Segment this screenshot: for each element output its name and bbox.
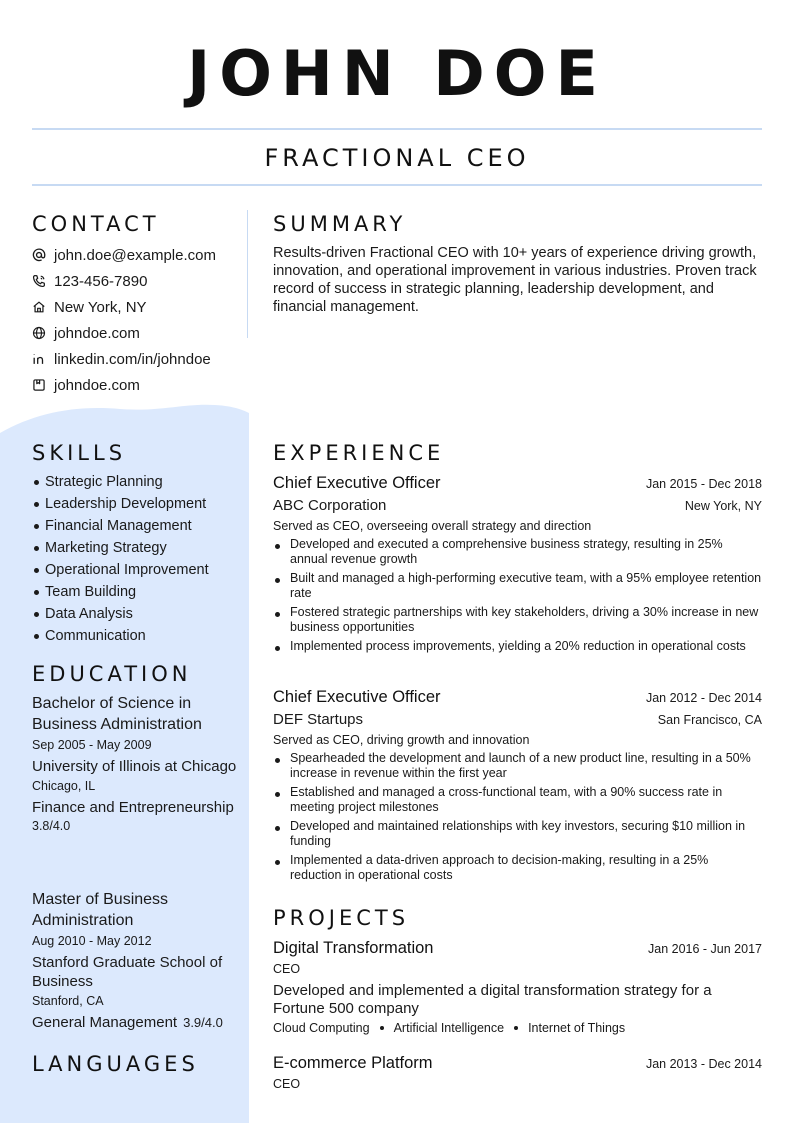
project-name: E-commerce Platform: [273, 1054, 433, 1072]
skill-label: Communication: [45, 628, 146, 644]
education-gpa: 3.9/4.0: [183, 1015, 223, 1030]
contact-email[interactable]: [32, 242, 242, 268]
project-dates: Jan 2013 - Dec 2014: [645, 1057, 762, 1071]
job-location: New York, NY: [684, 499, 762, 513]
portfolio-icon: [32, 378, 46, 392]
project-name: Digital Transformation: [273, 939, 434, 957]
skill-item: [32, 537, 242, 559]
job-bullets: [273, 751, 762, 883]
job-bullet: [273, 639, 762, 654]
summary-heading: SUMMARY: [273, 212, 407, 236]
languages-heading: LANGUAGES: [32, 1052, 199, 1076]
job-company: ABC Corporation: [273, 497, 387, 514]
resume-role: FRACTIONAL CEO: [264, 144, 530, 172]
education-school: University of Illinois at Chicago: [32, 758, 237, 775]
at-icon: [32, 248, 46, 262]
bullet-dot: [34, 502, 39, 507]
skill-item: [32, 515, 242, 537]
skills-list: [32, 471, 242, 647]
education-gpa: 3.8/4.0: [32, 819, 71, 833]
job-title: Chief Executive Officer: [273, 688, 441, 706]
resume-name: JOHN DOE: [187, 37, 607, 110]
summary-text: Results-driven Fractional CEO with 10+ years of experience driving growth, innovation, and operational improvement in various industries. Proven track record of success in strategic planning, leadership development, and financial management.: [273, 245, 757, 315]
project-role: CEO: [273, 1077, 301, 1091]
contact-website-text: johndoe.com: [54, 324, 140, 342]
bullet-dot: [34, 546, 39, 551]
phone-icon: [32, 274, 46, 288]
project-entry: [273, 1052, 762, 1094]
education-location: Chicago, IL: [32, 779, 96, 793]
project-tag: Internet of Things: [528, 1021, 626, 1035]
project-role: CEO: [273, 962, 301, 976]
education-entry: [32, 693, 237, 835]
contact-portfolio-text: johndoe.com: [54, 376, 140, 394]
job-dates: Jan 2012 - Dec 2014: [645, 691, 762, 705]
education-field-row: [32, 1013, 237, 1032]
skill-label: Leadership Development: [45, 496, 207, 512]
header-divider-bottom: [32, 184, 762, 186]
job-bullet-text: Implemented a data-driven approach to decision-making, resulting in a 25% reduction in operational costs: [290, 853, 709, 882]
bullet-dot: [34, 590, 39, 595]
job-bullet-text: Developed and maintained relationships with key investors, securing $10 million in funding: [290, 819, 746, 848]
skill-item: [32, 559, 242, 581]
experience-entry: [273, 686, 762, 887]
bullet-dot: [34, 612, 39, 617]
project-description: Developed and implemented a digital transformation strategy for a Fortune 500 company: [273, 982, 712, 1017]
job-bullet-text: Implemented process improvements, yielding a 20% reduction in operational costs: [290, 639, 746, 653]
contact-email-text: john.doe@example.com: [54, 246, 216, 264]
job-title: Chief Executive Officer: [273, 474, 441, 492]
job-bullet: [273, 785, 762, 815]
experience-entry: [273, 472, 762, 658]
experience-heading: EXPERIENCE: [273, 441, 445, 465]
bullet-dot: [34, 524, 39, 529]
linkedin-icon: [32, 352, 46, 366]
job-bullet: [273, 605, 762, 635]
education-dates: Aug 2010 - May 2012: [32, 934, 152, 948]
bullet-dot: [34, 480, 39, 485]
contact-location: [32, 294, 242, 320]
education-degree: Master of Business Administration: [32, 891, 169, 929]
projects-heading: PROJECTS: [273, 906, 410, 930]
skill-item: [32, 603, 242, 625]
contact-heading: CONTACT: [32, 212, 160, 236]
job-description: Served as CEO, driving growth and innovation: [273, 733, 530, 747]
project-tag: Cloud Computing: [273, 1021, 370, 1035]
job-bullet-text: Built and managed a high-performing executive team, with a 95% employee retention rate: [290, 571, 762, 600]
job-bullet: [273, 819, 762, 849]
job-dates: Jan 2015 - Dec 2018: [645, 477, 762, 491]
job-bullet: [273, 751, 762, 781]
education-dates: Sep 2005 - May 2009: [32, 738, 152, 752]
job-bullet: [273, 853, 762, 883]
header-divider-top: [32, 128, 762, 130]
contact-website[interactable]: [32, 320, 242, 346]
column-divider: [247, 210, 248, 338]
project-entry: [273, 937, 762, 1038]
skill-label: Operational Improvement: [45, 562, 209, 578]
education-school: Stanford Graduate School of Business: [32, 954, 223, 990]
skill-item: [32, 625, 242, 647]
skill-item: [32, 471, 242, 493]
job-bullet-text: Spearheaded the development and launch of a new product line, resulting in a 50% increase in revenue within the first year: [290, 751, 751, 780]
education-degree: Bachelor of Science in Business Administration: [32, 695, 202, 733]
tag-separator: [514, 1026, 518, 1030]
contact-phone[interactable]: [32, 268, 242, 294]
skill-label: Data Analysis: [45, 606, 133, 622]
contact-list: [32, 242, 242, 398]
skills-heading: SKILLS: [32, 441, 127, 465]
tag-separator: [380, 1026, 384, 1030]
job-location: San Francisco, CA: [657, 713, 762, 727]
education-location: Stanford, CA: [32, 994, 104, 1008]
contact-linkedin-text: linkedin.com/in/johndoe: [54, 350, 211, 368]
home-icon: [32, 300, 46, 314]
education-field: Finance and Entrepreneurship: [32, 799, 234, 816]
job-bullets: [273, 537, 762, 654]
skill-label: Financial Management: [45, 518, 192, 534]
skill-label: Strategic Planning: [45, 474, 163, 490]
education-field: General Management: [32, 1014, 178, 1031]
contact-linkedin[interactable]: [32, 346, 242, 372]
bullet-dot: [34, 568, 39, 573]
job-bullet: [273, 571, 762, 601]
job-company: DEF Startups: [273, 711, 364, 728]
job-bullet: [273, 537, 762, 567]
job-bullet-text: Established and managed a cross-functional team, with a 90% success rate in meeting project milestones: [290, 785, 723, 814]
education-entry: [32, 889, 237, 1032]
contact-portfolio[interactable]: [32, 372, 242, 398]
job-bullet-text: Fostered strategic partnerships with key stakeholders, driving a 30% increase in new business opportunities: [290, 605, 759, 634]
bullet-dot: [34, 634, 39, 639]
skill-label: Marketing Strategy: [45, 540, 167, 556]
job-bullet-text: Developed and executed a comprehensive business strategy, resulting in 25% annual revenue growth: [290, 537, 723, 566]
education-heading: EDUCATION: [32, 662, 192, 686]
skill-item: [32, 493, 242, 515]
contact-location-text: New York, NY: [54, 298, 147, 316]
skill-label: Team Building: [45, 584, 137, 600]
project-tag: Artificial Intelligence: [393, 1021, 505, 1035]
project-dates: Jan 2016 - Jun 2017: [648, 942, 762, 956]
job-description: Served as CEO, overseeing overall strategy and direction: [273, 519, 592, 533]
skill-item: [32, 581, 242, 603]
globe-icon: [32, 326, 46, 340]
contact-phone-text: 123-456-7890: [54, 272, 148, 290]
project-tags: [273, 1018, 762, 1038]
